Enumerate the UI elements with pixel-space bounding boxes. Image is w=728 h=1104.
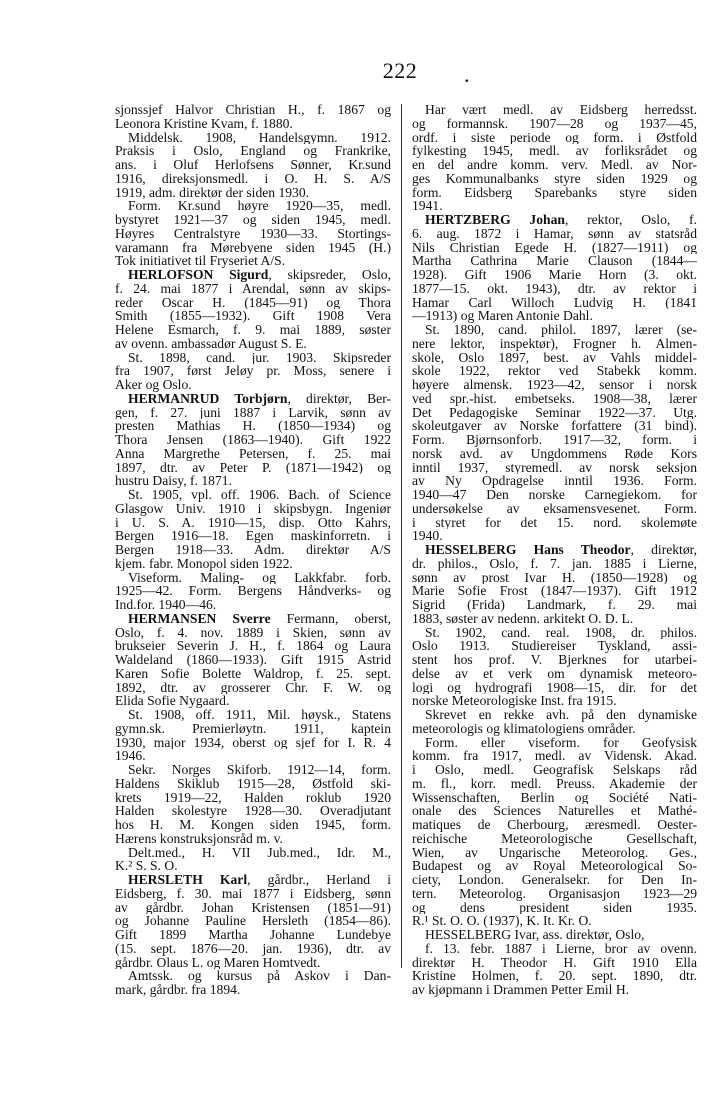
text-line: 1916, direksjonsmedl. i O. H. S. A/S: [115, 171, 391, 186]
text-line: K.² S. S. O.: [115, 859, 178, 873]
text-line: 1940—47 Den norske Carnegiekom. for: [412, 488, 697, 502]
text-line: Høyres Centralstyre 1930—33. Stortings-: [115, 226, 391, 241]
text-line: f. 13. febr. 1887 i Lierne, bror av ovenn.: [425, 941, 697, 956]
text-line: Delt.med., H. VII Jub.med., Idr. M.,: [128, 845, 391, 860]
text-line: ved spr.-hist. embetseks. 1908—38, lærer: [412, 391, 697, 406]
text-line: Haldens Skiklub 1915—28, Østfold ski-: [115, 776, 391, 791]
text-line: Bergen 1916—18. Egen maskinforretn. i: [115, 529, 391, 543]
text-line: skoleutgaver av Norske forfattere (31 bind).: [412, 419, 697, 433]
entry-name: HERSLETH Karl: [128, 873, 248, 887]
text-line: i U. S. A. 1910—15, disp. Otto Kahrs,: [115, 515, 391, 530]
text-line: sønn av prost Ivar H. (1850—1928) og: [412, 570, 697, 585]
text-line: 1883, søster av nedenn. arkitekt O. D. L.: [412, 611, 634, 626]
text-line: Har vært medl. av Eidsberg herredsst.: [425, 103, 697, 117]
text-line: onale des Sciences Naturelles et Mathé-: [412, 804, 697, 818]
entry-name: HESSELBERG Hans Theodor: [425, 543, 631, 557]
text-line: 1930, major 1934, oberst og sjef for I. R. 4: [115, 735, 391, 750]
text-line: Middelsk. 1908, Handelsgymn. 1912.: [128, 130, 391, 145]
text-line: dr. philos., Oslo, f. 7. jan. 1885 i Lierne,: [412, 556, 697, 571]
text-line: Wien, av Ungarische Meteorolog. Ges.,: [412, 845, 697, 860]
text-line: Aker og Oslo.: [115, 378, 192, 392]
page-mark: .: [464, 62, 470, 87]
text-line: 1897, dtr. av Peter P. (1871—1942) og: [115, 460, 391, 475]
text-line: skole 1922, rektor ved Stabekk komm.: [412, 364, 697, 378]
text-line: 1925—42. Form. Bergens Håndverks- og: [115, 584, 391, 598]
text-line: HERMANSEN Sverre Fermann, oberst,: [128, 611, 391, 626]
text-line: Tok initiativet til Fryseriet A/S.: [115, 254, 286, 268]
text-line: St. 1908, off. 1911, Mil. høysk., Statens: [128, 708, 391, 722]
text-line: Ind.for. 1940—46.: [115, 598, 217, 612]
text-line: og formannsk. 1907—28 og 1937—45,: [412, 116, 697, 131]
column-divider: [401, 104, 402, 968]
text-line: og dens president siden 1935.: [412, 900, 697, 915]
entry-name: HERMANSEN Sverre: [128, 611, 271, 626]
text-line: varamann fra Mørebyene siden 1945 (H.): [115, 240, 391, 255]
text-line: av Ny Opdragelse inntil 1936. Form.: [412, 474, 697, 488]
text-line: HESSELBERG Hans Theodor, direktør,: [425, 543, 697, 557]
text-line: Sigrid (Frida) Landmark, f. 29. mai: [412, 598, 697, 612]
text-line: norske Meteorologiske Inst. fra 1915.: [412, 694, 617, 708]
text-line: ordf. i siste periode og form. i Østfold: [412, 130, 697, 145]
text-line: Bergen 1918—33. Adm. direktør A/S: [115, 543, 391, 557]
text-line: Martha Cathrina Marie Clauson (1844—: [412, 254, 697, 268]
text-line: (15. sept. 1876—20. jan. 1936), dtr. av: [115, 941, 391, 956]
text-line: en del andre komm. verv. Medl. av Nor-: [412, 158, 697, 172]
text-line: hos H. M. Kongen siden 1945, form.: [115, 818, 391, 832]
text-line: gårdbr. Olaus L. og Maren Homtvedt.: [115, 955, 321, 970]
text-line: Smith (1855—1932). Gift 1908 Vera: [115, 309, 391, 323]
left-text-column: [115, 103, 391, 997]
text-line: Praksis i Oslo, England og Frankrike,: [115, 144, 391, 158]
text-line: St. 1898, cand. jur. 1903. Skipsreder: [128, 350, 391, 365]
text-line: nere lektor, inspektør), Frogner h. Almen-: [412, 336, 697, 351]
text-line: St. 1905, vpl. off. 1906. Bach. of Science: [128, 488, 391, 502]
text-line: St. 1890, cand. philol. 1897, lærer (se-: [425, 323, 697, 337]
text-line: mark, gårdbr. fra 1894.: [115, 983, 241, 997]
right-text-column: [412, 103, 697, 997]
text-line: og Johanne Pauline Hersleth (1854—86).: [115, 914, 391, 928]
text-line: Skrevet en rekke avh. på den dynamiske: [425, 708, 697, 722]
text-line: logi og hydrografi 1908—15, dir. for det: [412, 680, 697, 695]
text-line: i styret for det 15. nord. skolemøte: [412, 515, 697, 530]
text-line: Gift 1899 Martha Johanne Lundebye: [115, 928, 391, 942]
text-line: direktør H. Theodor H. Gift 1910 Ella: [412, 955, 697, 970]
text-line: brukseier Severin J. H., f. 1864 og Laura: [115, 639, 391, 653]
text-line: stent hos prof. V. Bjerknes for utarbei-: [412, 653, 697, 667]
text-line: hustru Daisy, f. 1871.: [115, 474, 232, 488]
text-line: norsk avd. av Ungdommens Røde Kors: [412, 446, 697, 461]
text-line: f. 24. mai 1877 i Arendal, sønn av skips-: [115, 281, 391, 296]
text-line: ges Kommunalbanks styre siden 1929 og: [412, 171, 697, 186]
text-line: ciety, London. Generalsekr. for Den In-: [412, 873, 697, 887]
text-line: meteorologis og klimatologiens områder.: [412, 721, 636, 736]
text-line: krets 1919—22, Halden roklub 1920: [115, 790, 391, 805]
text-line: kjem. fabr. Monopol siden 1922.: [115, 556, 293, 571]
text-line: HERLOFSON Sigurd, skipsreder, Oslo,: [128, 268, 391, 282]
text-line: Amtssk. og kursus på Askov i Dan-: [128, 969, 391, 983]
text-line: Elida Sofie Nygaard.: [115, 694, 230, 708]
text-line: Helene Esmarch, f. 9. mai 1889, søster: [115, 323, 391, 337]
text-line: Sekr. Norges Skiforb. 1912—14, form.: [128, 763, 391, 777]
text-line: reichische Meteorologische Gesellschaft,: [412, 831, 697, 846]
entry-name: HERMANRUD Torbjørn: [128, 391, 288, 406]
text-line: Hamar Carl Willoch Ludvig H. (1841: [412, 295, 697, 310]
text-line: R.¹ St. O. O. (1937), K. It. Kr. O.: [412, 914, 592, 928]
text-line: 6. aug. 1872 i Hamar, sønn av statsråd: [412, 226, 697, 241]
text-line: Glasgow Univ. 1910 i skipsbygn. Ingeniør: [115, 501, 391, 516]
text-line: 1928). Gift 1906 Marie Horn (3. okt.: [412, 268, 697, 282]
text-line: reder Oscar H. (1845—91) og Thora: [115, 295, 391, 310]
text-line: høyere almensk. 1923—42, sensor i norsk: [412, 378, 697, 392]
text-line: HESSELBERG Ivar, ass. direktør, Oslo,: [425, 928, 645, 942]
text-line: Oslo 1913. Studiereiser Tyskland, assi-: [412, 639, 697, 653]
text-line: skole, Oslo 1897, best. av Vahls middel-: [412, 350, 697, 365]
text-line: delse av et verk om dynamisk meteoro-: [412, 666, 697, 681]
text-line: 1919, adm. direktør der siden 1930.: [115, 185, 310, 200]
text-line: St. 1902, cand. real. 1908, dr. philos.: [425, 625, 697, 640]
text-line: av gårdbr. Johan Kristensen (1851—91): [115, 900, 391, 915]
text-line: Anna Margrethe Petersen, f. 25. mai: [115, 446, 391, 461]
text-line: Viseform. Maling- og Lakkfabr. forb.: [128, 570, 391, 585]
text-line: 1941.: [412, 199, 443, 213]
text-line: Hærens konstruksjonsråd m. v.: [115, 831, 283, 846]
text-line: fra 1907, først Jeløy pr. Moss, senere i: [115, 364, 391, 378]
page-number: 222: [382, 58, 418, 83]
text-line: m. fl., korr. medl. Preuss. Akademie der: [412, 776, 697, 791]
text-line: tern. Meteorolog. Organisasjon 1923—29: [412, 886, 697, 901]
text-line: presten Mathias H. (1850—1934) og: [115, 419, 391, 433]
text-line: fylkesting 1945, medl. av forliksrådet og: [412, 144, 697, 158]
text-line: 1877—15. okt. 1943), dtr. av rektor i: [412, 281, 697, 296]
text-line: Form. Kr.sund høyre 1920—35, medl.: [128, 199, 391, 213]
text-line: Det Pedagogiske Seminar 1922—37. Utg.: [412, 405, 697, 420]
text-line: bystyret 1921—37 og siden 1945, medl.: [115, 213, 391, 227]
text-line: Form. eller viseform. for Geofysisk: [425, 735, 697, 750]
text-line: av ovenn. ambassadør August S. E.: [115, 336, 307, 351]
text-line: inntil 1937, styremedl. av norsk seksjon: [412, 460, 697, 475]
text-line: undersøkelse av eksamensvesenet. Form.: [412, 501, 697, 516]
text-line: Wissenschaften, Berlin og Société Nati-: [412, 790, 697, 805]
text-line: Halden skolestyre 1928—30. Overadjutant: [115, 804, 391, 818]
text-line: HERSLETH Karl, gårdbr., Herland i: [128, 873, 391, 887]
text-line: Eidsberg, f. 30. mai 1877 i Eidsberg, sønn: [115, 886, 391, 901]
text-line: 1946.: [115, 749, 146, 763]
text-line: Budapest og av Royal Meteorological So-: [412, 859, 697, 873]
text-line: 1940.: [412, 529, 443, 543]
text-line: matiques de Cherbourg, æresmedl. Oester-: [412, 818, 697, 832]
text-line: gymn.sk. Premierløytn. 1911, kaptein: [115, 721, 391, 736]
text-line: sjonssjef Halvor Christian H., f. 1867 og: [115, 103, 391, 117]
text-line: Nils Christian Egede H. (1827—1911) og: [412, 240, 697, 255]
text-line: HERMANRUD Torbjørn, direktør, Ber-: [128, 391, 391, 406]
text-line: i Oslo, medl. Geografisk Selskaps råd: [412, 763, 697, 777]
text-line: Marie Sofie Frost (1847—1937). Gift 1912: [412, 584, 697, 598]
text-line: Waldeland (1860—1933). Gift 1915 Astrid: [115, 653, 391, 667]
entry-name: HERTZBERG Johan: [425, 213, 565, 227]
text-line: 1892, dtr. av grosserer Chr. F. W. og: [115, 680, 391, 695]
text-line: form. Eidsberg Sparebanks styre siden: [412, 185, 697, 200]
text-line: Oslo, f. 4. nov. 1889 i Skien, sønn av: [115, 625, 391, 640]
text-line: —1913) og Maren Antonie Dahl.: [412, 309, 593, 323]
entry-name: HERLOFSON Sigurd: [128, 268, 269, 282]
text-line: Form. Bjørnsonforb. 1917—32, form. i: [412, 433, 697, 447]
text-line: komm. fra 1917, medl. av Vidensk. Akad.: [412, 749, 697, 763]
text-line: HERTZBERG Johan, rektor, Oslo, f.: [425, 213, 697, 227]
text-line: Leonora Kristine Kvam, f. 1880.: [115, 116, 293, 131]
text-line: Thora Jensen (1863—1940). Gift 1922: [115, 433, 391, 447]
text-line: gen, f. 27. juni 1887 i Larvik, sønn av: [115, 405, 391, 420]
text-line: ans. i Oluf Herlofsens Sønner, Kr.sund: [115, 158, 391, 172]
text-line: Kristine Holmen, f. 20. sept. 1890, dtr.: [412, 969, 697, 983]
text-line: av kjøpmann i Drammen Petter Emil H.: [412, 983, 630, 997]
text-line: Karen Sofie Bolette Waldrop, f. 25. sept.: [115, 666, 391, 681]
